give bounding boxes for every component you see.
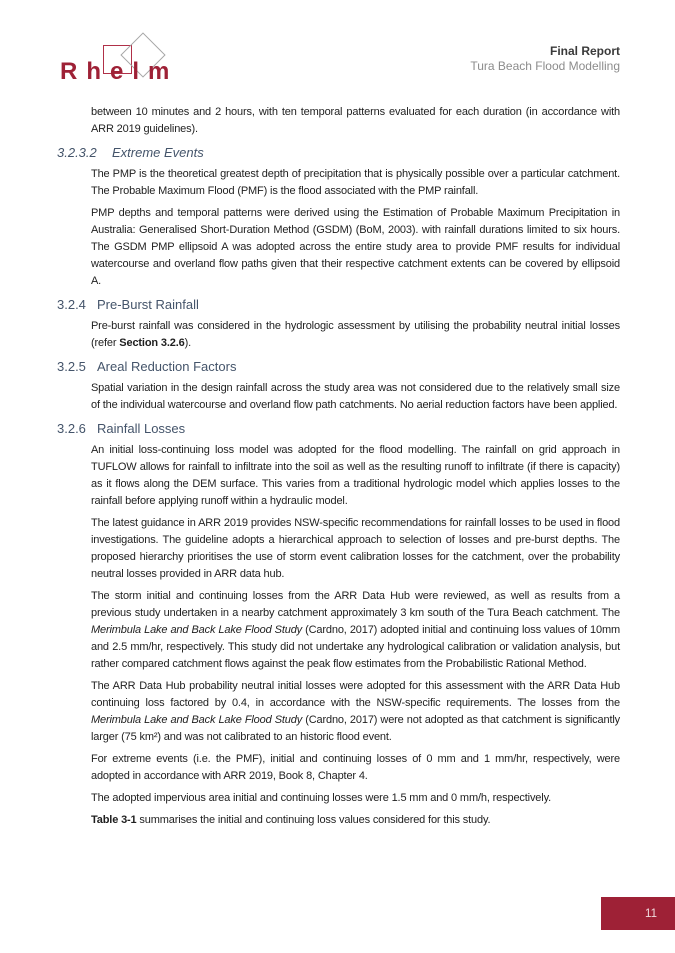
page-number: 11 xyxy=(645,907,657,920)
section-number: 3.2.4 xyxy=(57,297,86,312)
text-run: (Cardno, 2017) were not adopted as that catchment is significantly larger (75 km²) and was not calibrated to an historic flood event. xyxy=(91,714,621,743)
section-heading-rainfall-losses xyxy=(57,420,620,438)
logo-wordmark: Rhelm xyxy=(60,58,179,85)
section-heading-areal-reduction-factors xyxy=(57,358,620,376)
section-title: Pre-Burst Rainfall xyxy=(97,297,199,312)
section-number: 3.2.5 xyxy=(57,359,86,374)
section-title: Extreme Events xyxy=(112,145,204,160)
text-run: (Cardno, 2017) adopted initial and continuing loss values of 10mm and 2.5 mm/hr, respectively. This study did not undertake any hydrological calibration or validation analysis, but rather compared catchment flows against the peak flow estimates from the Probabilistic Rational Method. xyxy=(91,624,620,670)
paragraph-storm-losses xyxy=(91,588,620,673)
section-heading-extreme-events xyxy=(57,144,620,162)
document-body xyxy=(57,104,620,834)
paragraph-impervious-losses: The adopted impervious area initial and continuing losses were 1.5 mm and 0 mm/h, respectively. xyxy=(91,792,552,804)
text-run: Pre-burst rainfall was considered in the hydrologic assessment by utilising the probability neutral initial losses (refer xyxy=(91,320,620,349)
paragraph-preburst xyxy=(91,318,620,352)
text-run: ). xyxy=(184,337,192,349)
paragraph-areal-reduction: Spatial variation in the design rainfall across the study area was not considered due to the relatively small size of the individual watercourse and overland flow path catchments. No aerial reduction factors have been applied. xyxy=(91,382,620,411)
paragraph-table-reference xyxy=(91,812,620,829)
italic-text-run: Merimbula Lake and Back Lake Flood Study xyxy=(91,624,303,636)
text-run: The ARR Data Hub probability neutral initial losses were adopted for this assessment with the ARR Data Hub continuing loss factored by 0.4, in accordance with the NSW-specific requirements. The losses from the xyxy=(91,680,620,709)
italic-text-run: Merimbula Lake and Back Lake Flood Study xyxy=(91,714,303,726)
paragraph-adopted-losses xyxy=(91,678,620,746)
section-title: Areal Reduction Factors xyxy=(97,359,237,374)
paragraph-pmp-definition: The PMP is the theoretical greatest depth of precipitation that is physically possible over a particular catchment. The Probable Maximum Flood (PMF) is the flood associated with the PMP rainfall. xyxy=(91,168,620,197)
text-run: The storm initial and continuing losses from the ARR Data Hub were reviewed, as well as results from a previous study undertaken in a nearby catchment approximately 3 km south of the Tura Beach catchment. The xyxy=(91,590,620,619)
paragraph-arr-guidance: The latest guidance in ARR 2019 provides NSW-specific recommendations for rainfall losses to be used in flood investigations. The guideline adopts a hierarchical approach to selection of losses and pre-burst depths. The proposed hierarchy prioritises the use of storm event calibration losses for the catchment, over the probability neutral losses provided in ARR data hub. xyxy=(91,517,620,580)
report-type-label: Final Report xyxy=(549,44,620,58)
section-number: 3.2.3.2 xyxy=(57,145,97,160)
text-run: summarises the initial and continuing loss values considered for this study. xyxy=(136,814,491,826)
project-title-label: Tura Beach Flood Modelling xyxy=(470,59,620,73)
paragraph-extreme-losses: For extreme events (i.e. the PMF), initial and continuing losses of 0 mm and 1 mm/hr, respectively, were adopted in accordance with ARR 2019, Book 8, Chapter 4. xyxy=(91,753,620,782)
bold-text-run: Section 3.2.6 xyxy=(119,337,185,349)
page-number-badge xyxy=(601,897,675,930)
section-heading-preburst-rainfall xyxy=(57,296,620,314)
section-number: 3.2.6 xyxy=(57,421,86,436)
paragraph-intro: between 10 minutes and 2 hours, with ten temporal patterns evaluated for each duration (in accordance with ARR 2019 guidelines). xyxy=(91,106,620,135)
rhelm-logo xyxy=(57,34,207,94)
bold-text-run: Table 3-1 xyxy=(91,814,137,826)
paragraph-gsdm: PMP depths and temporal patterns were derived using the Estimation of Probable Maximum Precipitation in Australia: Generalised Short-Duration Method (GSDM) (BoM, 2003). with rainfall durations limited to six hours. The GSDM PMP ellipsoid A was adopted across the entire study area to provide PMF results for individual watercourse and overland flow paths given that their respective catchment extents can be covered by ellipsoid A. xyxy=(91,207,620,287)
paragraph-loss-model: An initial loss-continuing loss model was adopted for the flood modelling. The rainfall on grid approach in TUFLOW allows for rainfall to infiltrate into the soil as well as the resulting runoff to infiltrate (if there is capacity) as it flows along the DEM surface. This varies from a traditional hydrologic model which applies losses to the rainfall before applying runoff within a hydraulic model. xyxy=(91,444,620,507)
section-title: Rainfall Losses xyxy=(97,421,186,436)
header-meta xyxy=(470,44,620,74)
